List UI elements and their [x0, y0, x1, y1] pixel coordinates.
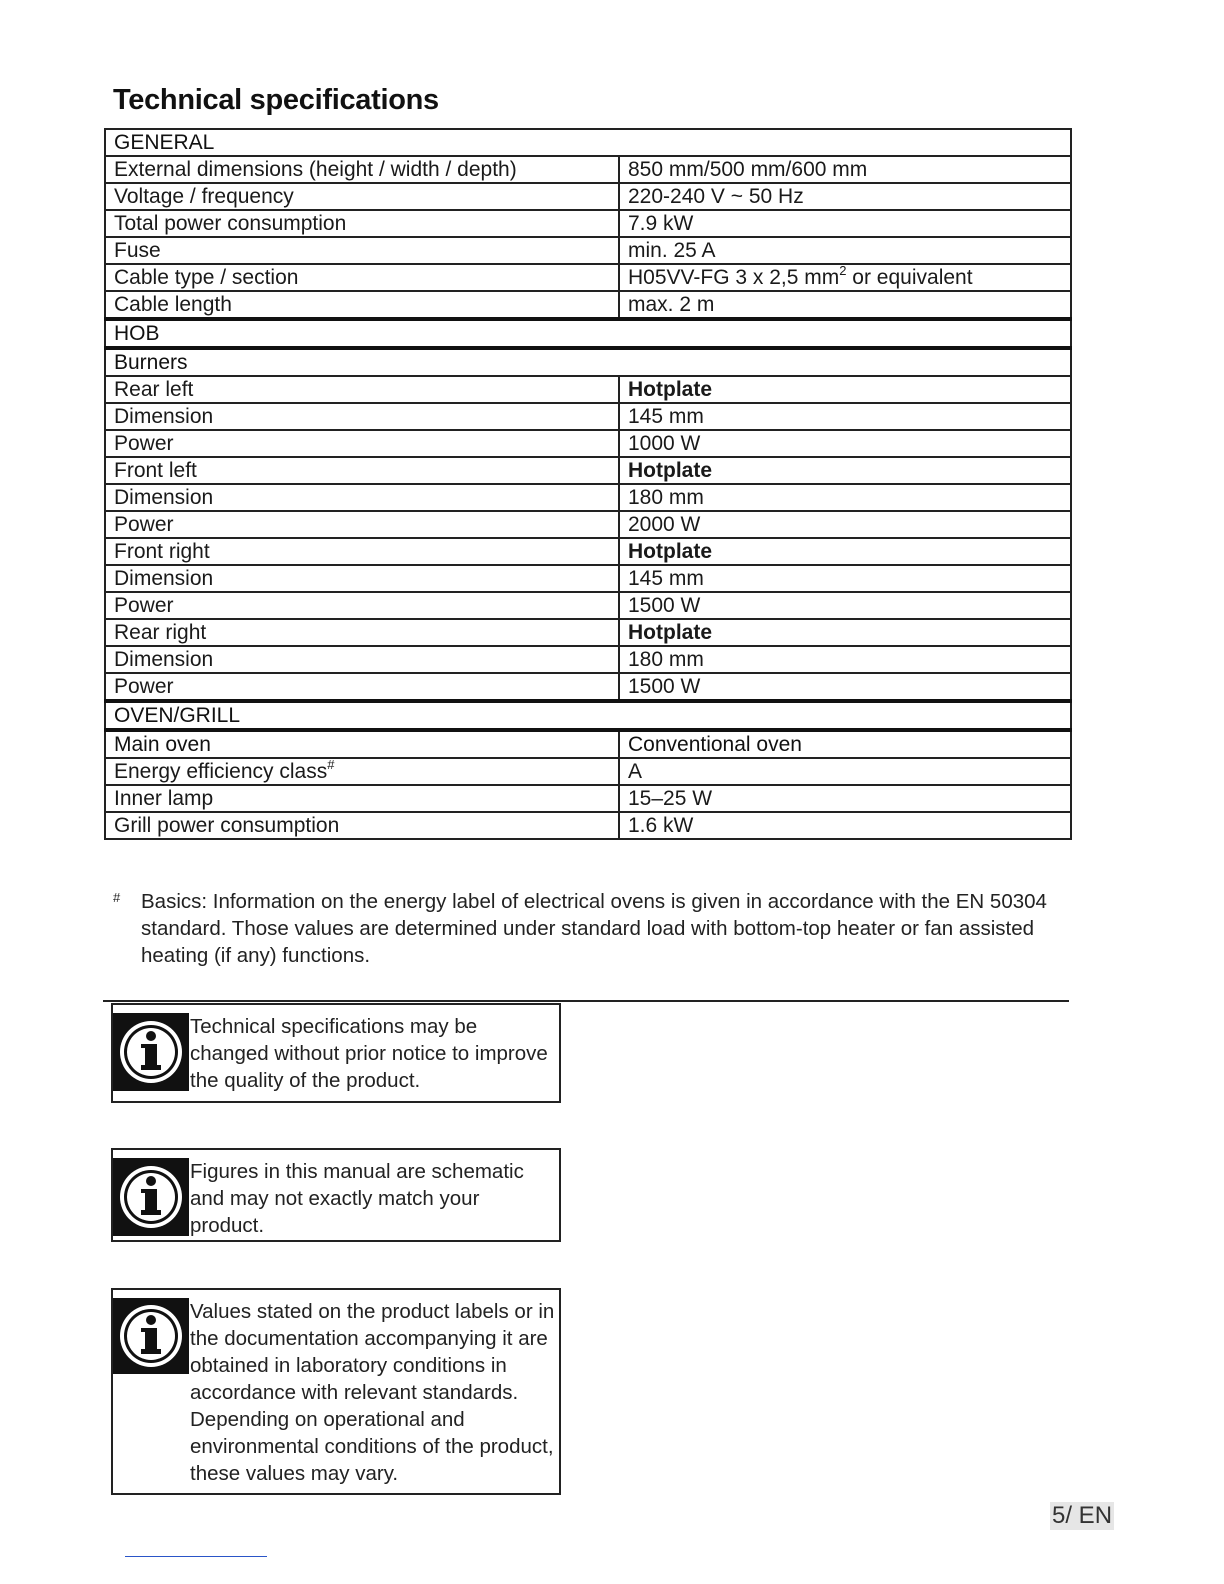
table-row [105, 812, 1071, 839]
footnote-text: Basics: Information on the energy label of electrical ovens is given in accordance with the EN 50304 standard. Those values are determined under standard load with bottom-top heater or fan assisted heating (if any) functions. [141, 890, 1047, 967]
row-label: Front left [105, 457, 619, 484]
row-value: 145 mm [619, 565, 1071, 592]
row-value: 1000 W [619, 430, 1071, 457]
table-row [105, 237, 1071, 264]
table-row [105, 457, 1071, 484]
table-row [105, 484, 1071, 511]
row-label: Cable length [105, 291, 619, 319]
page-title: Technical specifications [113, 84, 439, 116]
info-icon [113, 1013, 189, 1091]
row-label: Dimension [105, 403, 619, 430]
table-row [105, 785, 1071, 812]
row-value: min. 25 A [619, 237, 1071, 264]
row-value: 1500 W [619, 592, 1071, 619]
subsection-burners [105, 348, 1071, 376]
row-label: Dimension [105, 646, 619, 673]
row-label: Fuse [105, 237, 619, 264]
table-row [105, 511, 1071, 538]
energy-class-label: Energy efficiency class [114, 760, 328, 783]
page-number: 5/ EN [1052, 1502, 1113, 1529]
row-label: Dimension [105, 565, 619, 592]
table-row [105, 565, 1071, 592]
note-text: Figures in this manual are schematic and may not exactly match your product. [190, 1160, 524, 1237]
table-row [105, 758, 1071, 785]
superscript: 2 [839, 264, 847, 278]
row-label: Power [105, 673, 619, 701]
row-label: Power [105, 592, 619, 619]
row-value: Hotplate [619, 376, 1071, 403]
row-label: Power [105, 511, 619, 538]
row-value: A [619, 758, 1071, 785]
row-value: Hotplate [619, 457, 1071, 484]
section-heading: OVEN/GRILL [105, 701, 1071, 730]
table-row [105, 210, 1071, 237]
row-value: 180 mm [619, 646, 1071, 673]
footnote [113, 888, 1053, 969]
spec-table [104, 128, 1072, 840]
info-note [111, 1003, 561, 1103]
link-underline [125, 1556, 267, 1557]
row-label: Power [105, 430, 619, 457]
section-heading: GENERAL [105, 129, 1071, 156]
row-value: 1.6 kW [619, 812, 1071, 839]
row-value: 850 mm/500 mm/600 mm [619, 156, 1071, 183]
cable-section-value: H05VV-FG 3 x 2,5 mm [628, 266, 840, 289]
row-label: Voltage / frequency [105, 183, 619, 210]
row-label: External dimensions (height / width / depth) [105, 156, 619, 183]
row-value: 1500 W [619, 673, 1071, 701]
row-label: Cable type / section [105, 264, 619, 291]
table-row [105, 592, 1071, 619]
table-row [105, 730, 1071, 758]
section-oven-grill [105, 701, 1071, 730]
footnote-mark: # [113, 890, 121, 905]
table-row [105, 646, 1071, 673]
row-value: Conventional oven [619, 730, 1071, 758]
note-text: Technical specifications may be changed without prior notice to improve the quality of the product. [190, 1015, 548, 1092]
row-value: Hotplate [619, 538, 1071, 565]
row-label: Inner lamp [105, 785, 619, 812]
table-row [105, 376, 1071, 403]
table-row [105, 430, 1071, 457]
info-note [111, 1148, 561, 1242]
row-label: Rear right [105, 619, 619, 646]
row-value: 220-240 V ~ 50 Hz [619, 183, 1071, 210]
cable-section-suffix: or equivalent [846, 266, 973, 289]
table-row [105, 619, 1071, 646]
row-value: 15–25 W [619, 785, 1071, 812]
info-icon [113, 1298, 189, 1374]
row-value: 2000 W [619, 511, 1071, 538]
row-label: Grill power consumption [105, 812, 619, 839]
table-row [105, 673, 1071, 701]
row-value: Hotplate [619, 619, 1071, 646]
row-value [619, 264, 1071, 291]
info-note [111, 1288, 561, 1495]
table-row [105, 156, 1071, 183]
row-label: Dimension [105, 484, 619, 511]
row-label: Main oven [105, 730, 619, 758]
section-hob [105, 319, 1071, 348]
section-general [105, 129, 1071, 156]
superscript: # [327, 758, 335, 772]
row-label: Front right [105, 538, 619, 565]
table-row [105, 538, 1071, 565]
row-value: max. 2 m [619, 291, 1071, 319]
row-value: 145 mm [619, 403, 1071, 430]
row-label: Rear left [105, 376, 619, 403]
row-value: 7.9 kW [619, 210, 1071, 237]
table-row [105, 291, 1071, 319]
row-label [105, 758, 619, 785]
row-label: Total power consumption [105, 210, 619, 237]
table-row [105, 403, 1071, 430]
divider [103, 1000, 1069, 1002]
table-row [105, 183, 1071, 210]
note-text: Values stated on the product labels or in the documentation accompanying it are obtained in laboratory conditions in accordance with relevant standards. Depending on operational and environmental conditions of the product, these values may vary. [190, 1300, 555, 1485]
info-icon [113, 1158, 189, 1236]
section-heading: HOB [105, 319, 1071, 348]
row-value: 180 mm [619, 484, 1071, 511]
table-row [105, 264, 1071, 291]
subsection-heading: Burners [105, 348, 1071, 376]
